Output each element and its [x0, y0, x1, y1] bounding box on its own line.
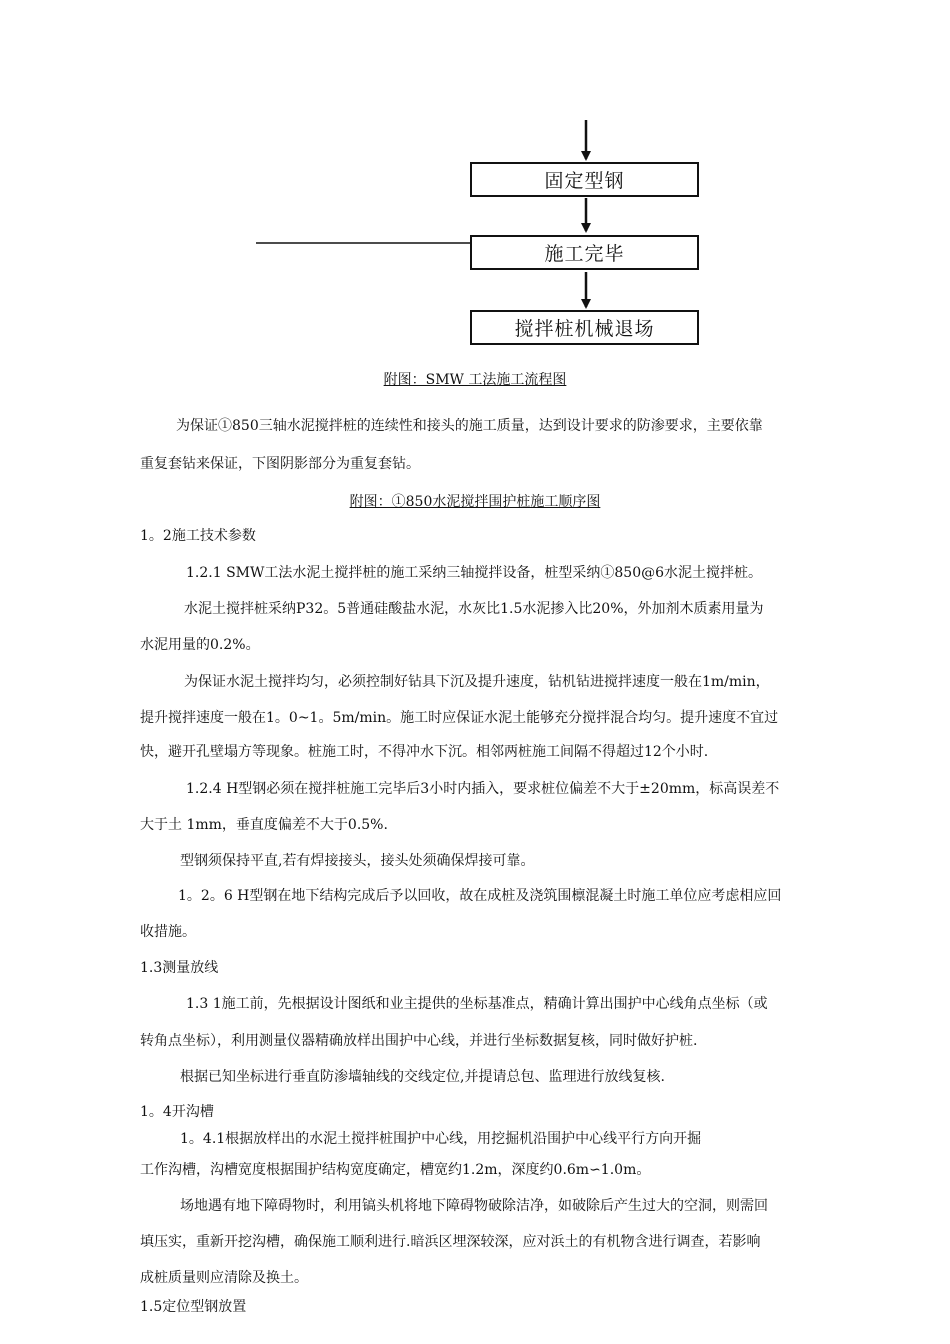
flowchart [0, 0, 950, 360]
paragraph-line: 转角点坐标），利用测量仪器精确放样出围护中心线，并进行坐标数据复核，同时做好护桩. [140, 1033, 698, 1049]
section-heading-1-2: 1。2施工技术参数 [140, 528, 256, 544]
flow-step-construction-complete: 施工完毕 [470, 235, 699, 270]
paragraph-line: 大于土 1mm，垂直度偏差不大于0.5%. [140, 817, 388, 833]
paragraph-line: 收措施。 [140, 924, 196, 940]
paragraph-line: 1。4.1根据放样出的水泥土搅拌桩围护中心线，用挖掘机沿围护中心线平行方向开掘 [180, 1131, 702, 1147]
paragraph-line: 重复套钻来保证，下图阴影部分为重复套钻。 [140, 456, 420, 472]
paragraph-line: 1.2.4 H型钢必须在搅拌桩施工完毕后3小时内插入，要求桩位偏差不大于±20mm，标高误差不 [186, 781, 780, 797]
paragraph-line: 水泥土搅拌桩采纳P32。5普通硅酸盐水泥，水灰比1.5水泥掺入比20%，外加剂木质素用量为 [184, 601, 764, 617]
paragraph-line: 提升搅拌速度一般在1。0~1。5m/min。施工时应保证水泥土能够充分搅拌混合均匀。提升速度不宜过 [140, 710, 779, 726]
section-heading-1-5: 1.5定位型钢放置 [140, 1299, 247, 1315]
paragraph-line: 1。2。6 H型钢在地下结构完成后予以回收，故在成桩及浇筑围檩混凝土时施工单位应考虑相应回 [178, 888, 782, 904]
flow-step-machine-exit: 搅拌桩机械退场 [470, 310, 699, 345]
paragraph-line: 1.2.1 SMW工法水泥土搅拌桩的施工采纳三轴搅拌设备，桩型采纳①850@6水泥土搅拌桩。 [186, 565, 763, 581]
paragraph-line: 场地遇有地下障碍物时，利用镐头机将地下障碍物破除洁净，如破除后产生过大的空洞，则需回 [180, 1198, 768, 1214]
paragraph-line: 为保证水泥土搅拌均匀，必须控制好钻具下沉及提升速度，钻机钻进搅拌速度一般在1m/min， [184, 674, 770, 690]
sequence-caption: 附图：①850水泥搅拌围护桩施工顺序图 [349, 494, 601, 510]
section-heading-1-4: 1。4开沟槽 [140, 1104, 214, 1120]
paragraph-line: 工作沟槽，沟槽宽度根据围护结构宽度确定，槽宽约1.2m，深度约0.6m∽1.0m。 [140, 1162, 651, 1178]
paragraph-line: 根据已知坐标进行垂直防渗墙轴线的交线定位,并提请总包、监理进行放线复核. [180, 1069, 665, 1085]
paragraph-line: 填压实，重新开挖沟槽，确保施工顺利进行.暗浜区埋深较深，应对浜土的有机物含进行调查，若影响 [140, 1234, 761, 1250]
paragraph-line: 为保证①850三轴水泥搅拌桩的连续性和接头的施工质量，达到设计要求的防渗要求，主要依靠 [176, 418, 763, 434]
section-heading-1-3: 1.3测量放线 [140, 960, 219, 976]
paragraph-line: 型钢须保持平直,若有焊接接头，接头处须确保焊接可靠。 [180, 853, 535, 869]
paragraph-line: 1.3 1施工前，先根据设计图纸和业主提供的坐标基准点，精确计算出围护中心线角点坐标（或 [186, 996, 768, 1012]
paragraph-line: 成桩质量则应清除及换土。 [140, 1270, 308, 1286]
paragraph-line: 快，避开孔壁塌方等现象。桩施工时，不得冲水下沉。相邻两桩施工间隔不得超过12个小时. [140, 744, 709, 760]
paragraph-line: 水泥用量的0.2%。 [140, 637, 260, 653]
flowchart-caption: 附图：SMW 工法施工流程图 [383, 372, 567, 388]
flow-step-fix-steel: 固定型钢 [470, 162, 699, 197]
